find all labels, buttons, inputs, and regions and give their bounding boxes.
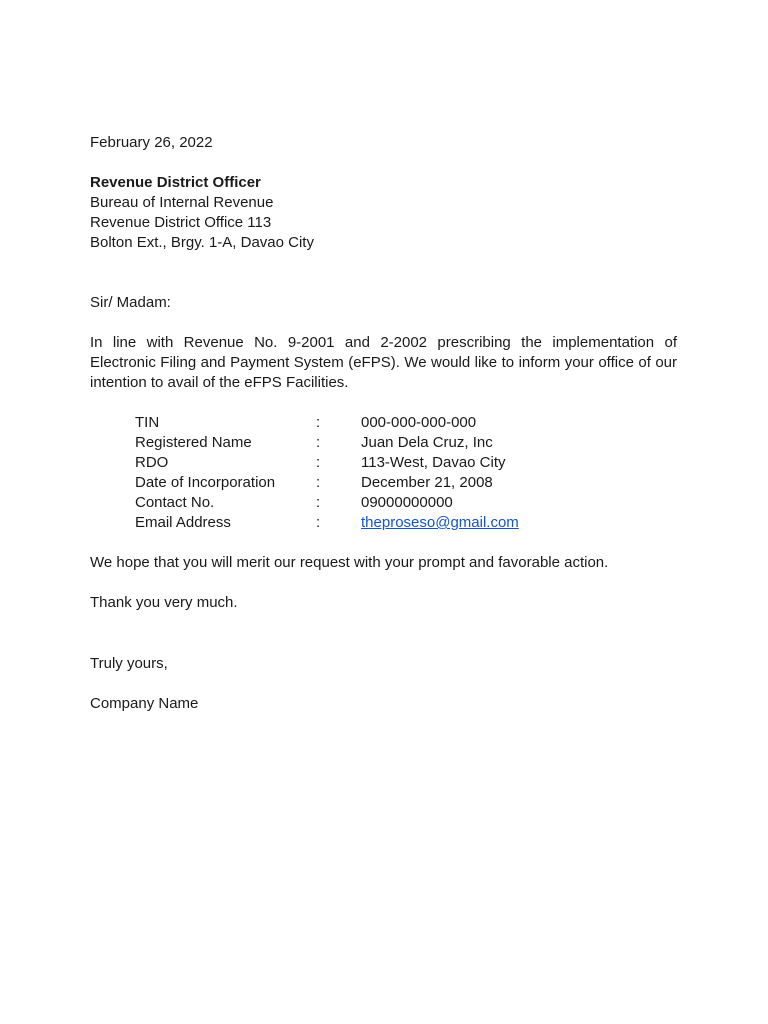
detail-row-date-of-incorporation <box>135 473 677 493</box>
sign-off: Truly yours, <box>90 655 168 672</box>
detail-row-contact-no <box>135 493 677 513</box>
detail-row-rdo <box>135 453 677 473</box>
letter-content <box>90 133 677 714</box>
recipient-line-1: Bureau of Internal Revenue <box>90 194 274 211</box>
body-paragraph: In line with Revenue No. 9-2001 and 2-2002 prescribing the implementation of Electronic Filing and Payment System (eFPS). We would like to inform your office of our intention to avail of the eFPS Facilities. <box>90 334 677 391</box>
detail-separator: : <box>316 414 321 431</box>
detail-separator: : <box>316 474 321 491</box>
thanks-line: Thank you very much. <box>90 594 238 611</box>
detail-label: RDO <box>135 454 169 471</box>
letter-date: February 26, 2022 <box>90 134 213 151</box>
salutation: Sir/ Madam: <box>90 294 171 311</box>
detail-separator: : <box>316 514 321 531</box>
detail-label: Email Address <box>135 514 231 531</box>
recipient-line-3: Bolton Ext., Brgy. 1-A, Davao City <box>90 234 314 251</box>
detail-value: 09000000000 <box>361 494 453 511</box>
detail-separator: : <box>316 434 321 451</box>
detail-value: Juan Dela Cruz, Inc <box>361 434 493 451</box>
detail-separator: : <box>316 494 321 511</box>
detail-value: 000-000-000-000 <box>361 414 477 431</box>
recipient-title: Revenue District Officer <box>90 174 261 191</box>
recipient-line-2: Revenue District Office 113 <box>90 214 272 231</box>
company-name: Company Name <box>90 695 199 712</box>
details-table <box>135 413 677 533</box>
detail-label: Date of Incorporation <box>135 474 276 491</box>
recipient-block <box>90 173 677 253</box>
email-link[interactable]: theproseso@gmail.com <box>361 514 519 531</box>
detail-row-email-address <box>135 513 677 533</box>
detail-value: December 21, 2008 <box>361 474 493 491</box>
closing-paragraph: We hope that you will merit our request with your prompt and favorable action. <box>90 554 609 571</box>
detail-separator: : <box>316 454 321 471</box>
detail-value: 113-West, Davao City <box>361 454 506 471</box>
detail-label: Contact No. <box>135 494 215 511</box>
detail-row-tin <box>135 413 677 433</box>
detail-label: TIN <box>135 414 160 431</box>
detail-label: Registered Name <box>135 434 252 451</box>
detail-row-registered-name <box>135 433 677 453</box>
